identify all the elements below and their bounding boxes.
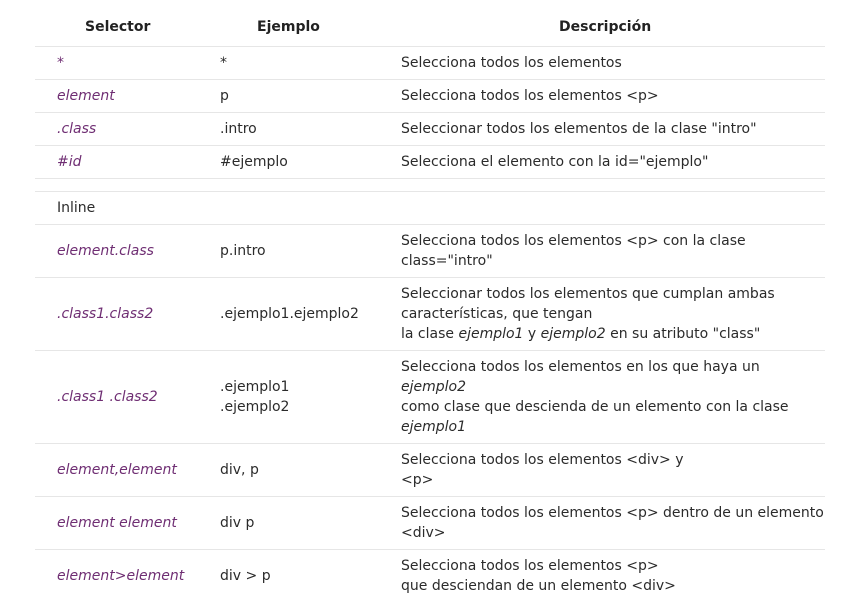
table-row-element-class: [35, 224, 825, 278]
table-row-universal: [35, 46, 825, 80]
header-description: Descripción: [559, 19, 652, 35]
description-cell: [401, 556, 801, 596]
example-cell: [220, 377, 390, 417]
class-name-text: ejemplo1: [401, 419, 467, 435]
selector-cell: *: [57, 55, 64, 71]
description-line: Selecciona todos los elementos <p> dentro de un elemento: [401, 505, 824, 521]
selector-cell: #id: [57, 154, 82, 170]
description-line: <p>: [401, 472, 434, 488]
inline-label: Inline: [57, 200, 96, 216]
table-row-class1-class2: [35, 277, 825, 351]
description-text: la clase: [401, 326, 459, 342]
description-cell: Seleccionar todos los elementos de la clase "intro": [401, 121, 757, 137]
table-row-element-child-element: [35, 549, 825, 595]
selector-cell: element,element: [57, 462, 177, 478]
header-example: Ejemplo: [257, 19, 320, 35]
description-line: que desciendan de un elemento <div>: [401, 578, 676, 594]
table-row-element-comma-element: [35, 443, 825, 497]
description-line: class="intro": [401, 253, 493, 269]
description-line: [401, 324, 801, 344]
example-cell: p: [220, 88, 229, 104]
header-selector: Selector: [85, 19, 151, 35]
description-line: Selecciona todos los elementos <div> y: [401, 452, 684, 468]
example-line: .ejemplo1: [220, 379, 290, 395]
description-cell: [401, 231, 801, 271]
description-text: y: [523, 326, 541, 342]
table-row-element-descendant-element: [35, 496, 825, 550]
description-text: en su atributo "class": [605, 326, 761, 342]
selector-cell: .class1 .class2: [57, 389, 158, 405]
table-row-inline-heading: [35, 191, 825, 225]
description-cell: Selecciona todos los elementos <p>: [401, 88, 659, 104]
class-name-text: ejemplo2: [540, 326, 606, 342]
class-name-text: ejemplo1: [458, 326, 524, 342]
table-row-class1-descendant-class2: [35, 350, 825, 444]
table-row-spacer: [35, 178, 825, 192]
description-cell: [401, 357, 801, 437]
description-line: Seleccionar todos los elementos que cumplan ambas: [401, 286, 775, 302]
description-cell: [401, 503, 824, 543]
description-line: <div>: [401, 525, 446, 541]
description-cell: Selecciona todos los elementos: [401, 55, 622, 71]
description-line: Selecciona todos los elementos en los que haya un: [401, 359, 760, 375]
example-cell: #ejemplo: [220, 154, 288, 170]
selector-cell: .class: [57, 121, 97, 137]
selector-cell: element>element: [57, 568, 185, 584]
example-cell: p.intro: [220, 243, 266, 259]
selector-cell: element: [57, 88, 115, 104]
table-header: [35, 0, 825, 47]
table-row-id: [35, 145, 825, 179]
example-cell: *: [220, 55, 227, 71]
selector-cell: element element: [57, 515, 177, 531]
table-row-element: [35, 79, 825, 113]
table-row-class: [35, 112, 825, 146]
description-line: Selecciona todos los elementos <p> con la clase: [401, 233, 746, 249]
description-line: como clase que descienda de un elemento con la clase: [401, 399, 789, 415]
example-cell: div p: [220, 515, 255, 531]
example-cell: div, p: [220, 462, 259, 478]
class-name-text: ejemplo2: [401, 379, 467, 395]
description-line: características, que tengan: [401, 306, 593, 322]
example-cell: .ejemplo1.ejemplo2: [220, 306, 359, 322]
selector-cell: .class1.class2: [57, 306, 154, 322]
example-cell: div > p: [220, 568, 271, 584]
description-cell: [401, 450, 801, 490]
description-cell: [401, 284, 801, 344]
description-line: Selecciona todos los elementos <p>: [401, 558, 659, 574]
example-cell: .intro: [220, 121, 257, 137]
description-cell: Selecciona el elemento con la id="ejemplo": [401, 154, 709, 170]
example-line: .ejemplo2: [220, 399, 290, 415]
selector-cell: element.class: [57, 243, 154, 259]
